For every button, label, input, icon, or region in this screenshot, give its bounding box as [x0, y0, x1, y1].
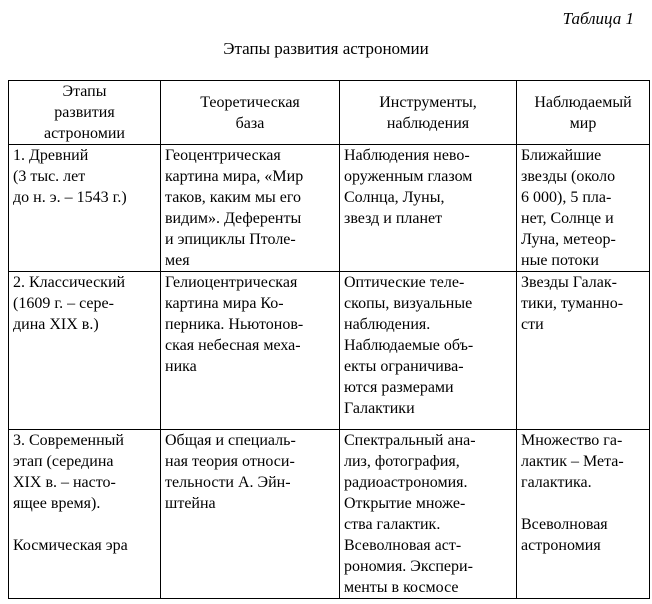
header-line: Инструменты,	[379, 93, 477, 111]
cell-line: Звезды Галак-	[521, 274, 617, 291]
cell-line: (1609 г. – сере-	[13, 295, 114, 312]
cell-line: тельности А. Эйн-	[165, 474, 291, 491]
cell-theory	[161, 145, 340, 272]
cell-world	[517, 430, 650, 599]
cell-line: Гелиоцентрическая	[165, 274, 298, 291]
cell-line: звезды (около	[521, 168, 616, 185]
header-line: мир	[569, 114, 597, 132]
cell-instruments	[340, 145, 517, 272]
cell-line: ника	[165, 358, 197, 375]
header-stages	[9, 81, 161, 145]
cell-line: (3 тыс. лет	[13, 168, 86, 185]
cell-line: Солнца, Луны,	[344, 189, 445, 206]
cell-instruments	[340, 272, 517, 430]
cell-line: до н. э. – 1543 г.)	[13, 189, 127, 206]
cell-theory	[161, 272, 340, 430]
cell-line: перника. Ньютонов-	[165, 316, 304, 333]
cell-line: галактика.	[521, 474, 592, 491]
cell-line: оруженным глазом	[344, 168, 473, 185]
cell-line: Всеволновая аст-	[344, 537, 462, 554]
table-row	[9, 430, 650, 599]
header-theory	[161, 81, 340, 145]
cell-line: Ближайшие	[521, 147, 602, 164]
cell-line: 1. Древний	[13, 147, 89, 164]
cell-line: штейна	[165, 495, 216, 512]
header-row	[9, 81, 650, 145]
table-row	[9, 145, 650, 272]
cell-line: XIX в. – насто-	[13, 474, 116, 491]
cell-line: наблюдения.	[344, 316, 431, 333]
cell-line: звезд и планет	[344, 210, 443, 227]
cell-line: екты ограничива-	[344, 358, 464, 375]
cell-line: ные потоки	[521, 252, 599, 269]
astronomy-stages-table	[8, 80, 650, 599]
cell-theory	[161, 430, 340, 599]
header-line: Теоретическая	[200, 93, 300, 111]
cell-line: сти	[521, 316, 544, 333]
cell-line: нет, Солнце и	[521, 210, 614, 227]
table-row	[9, 272, 650, 430]
cell-stage	[9, 430, 161, 599]
cell-line: картина мира, «Мир	[165, 168, 304, 185]
cell-world	[517, 145, 650, 272]
cell-line: Спектральный ана-	[344, 432, 476, 449]
cell-line: Оптические теле-	[344, 274, 465, 291]
cell-instruments	[340, 430, 517, 599]
cell-line: Космическая эра	[13, 537, 128, 554]
cell-line: 6 000), 5 пла-	[521, 189, 612, 206]
cell-line: менты в космосе	[344, 579, 459, 596]
header-observed-world	[517, 81, 650, 145]
cell-stage	[9, 272, 161, 430]
cell-line: Луна, метеор-	[521, 231, 616, 248]
cell-line: астрономия	[521, 537, 601, 554]
cell-line: тики, туманно-	[521, 295, 624, 312]
cell-line: 2. Классический	[13, 274, 126, 291]
header-line: база	[235, 114, 265, 132]
cell-line: таков, каким мы его	[165, 189, 302, 206]
cell-line: ная теория относи-	[165, 453, 295, 470]
cell-line: Открытие множе-	[344, 495, 466, 512]
cell-line: этап (середина	[13, 453, 114, 470]
cell-line: Наблюдения нево-	[344, 147, 470, 164]
spacer	[521, 493, 645, 514]
cell-line: ства галактик.	[344, 516, 441, 533]
header-line: развития	[54, 104, 115, 121]
cell-line: Общая и специаль-	[165, 432, 296, 449]
cell-line: ящее время).	[13, 495, 101, 512]
cell-line: Галактики	[344, 400, 415, 417]
cell-line: и эпициклы Птоле-	[165, 231, 296, 248]
header-line: Наблюдаемый	[534, 93, 632, 111]
cell-world	[517, 272, 650, 430]
cell-line: Множество га-	[521, 432, 623, 449]
spacer	[13, 514, 156, 535]
cell-line: мея	[165, 252, 190, 269]
cell-line: Всеволновая	[521, 516, 608, 533]
cell-line: скопы, визуальные	[344, 295, 473, 312]
cell-line: лиз, фотография,	[344, 453, 460, 470]
cell-line: дина XIX в.)	[13, 316, 99, 333]
cell-line: рономия. Экспери-	[344, 558, 473, 575]
table-number-label: Таблица 1	[562, 9, 634, 28]
header-line: Этапы	[62, 83, 107, 100]
cell-line: картина мира Ко-	[165, 295, 284, 312]
cell-line: ются размерами	[344, 379, 454, 396]
cell-line: 3. Современный	[13, 432, 124, 449]
cell-stage	[9, 145, 161, 272]
cell-line: лактик – Мета-	[521, 453, 624, 470]
table-title: Этапы развития астрономии	[223, 39, 429, 58]
cell-line: радиоастрономия.	[344, 474, 468, 491]
header-instruments	[340, 81, 517, 145]
cell-line: видим». Деференты	[165, 210, 302, 227]
header-line: наблюдения	[386, 114, 470, 132]
header-line: астрономии	[44, 125, 125, 142]
cell-line: Геоцентрическая	[165, 147, 281, 164]
cell-line: Наблюдаемые объ-	[344, 337, 474, 354]
cell-line: ская небесная меха-	[165, 337, 301, 354]
